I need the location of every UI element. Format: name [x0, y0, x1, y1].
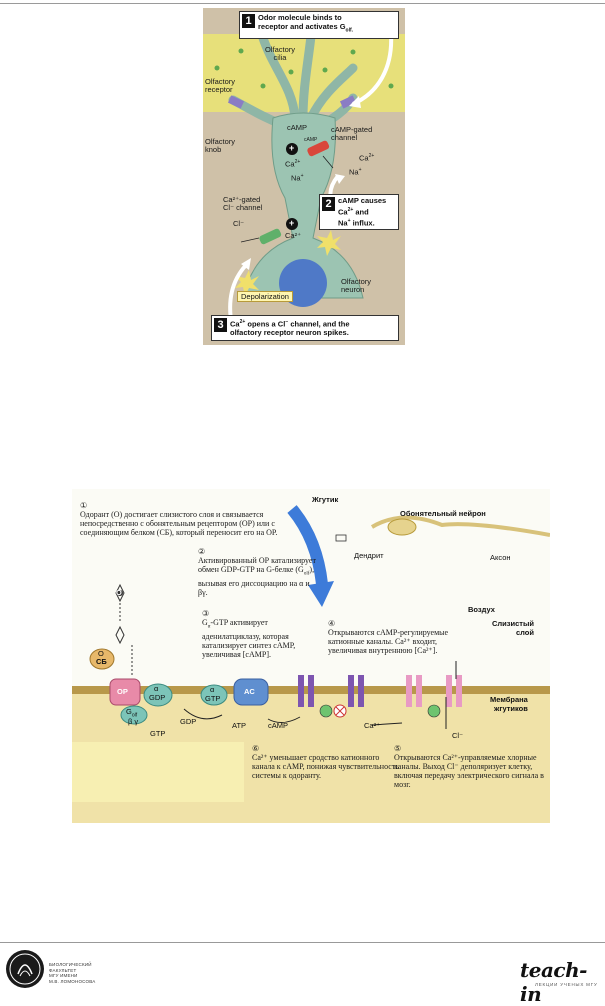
- step-1-block: [80, 501, 290, 537]
- label-olfactory-cilia: Olfactory cilia: [265, 45, 296, 62]
- plus-top: +: [289, 143, 295, 153]
- bottom-step-6-text: Ca²⁺ уменьшает сродство катионного канала к cAMP, понижая чувствительность системы к одоранту.: [252, 753, 399, 780]
- na-mid-text: Na: [291, 173, 301, 183]
- na-mid-sup: +: [300, 173, 304, 179]
- mol-o-top: О: [116, 588, 122, 597]
- step-2-block: [198, 547, 318, 597]
- step-1-number: 1: [242, 14, 255, 28]
- teach-in-logo: teach-in: [520, 958, 587, 1006]
- mol-cl: Cl⁻: [452, 731, 464, 740]
- plus-bottom: +: [289, 218, 295, 228]
- bottom-step-4-text: Открываются cAMP-регулируемые катионные каналы. Ca²⁺ входит, увеличивая внутреннюю [Ca²⁺].: [328, 628, 449, 655]
- na-right-sup: +: [358, 167, 362, 173]
- step-3-b: opens a Cl: [245, 319, 286, 329]
- label-olfactory-knob: Olfactory knob: [205, 137, 236, 154]
- olfactory-cell-figure: [203, 8, 405, 345]
- label-ca-low: Ca²⁺: [285, 231, 302, 240]
- mol-gdp: GDP: [149, 693, 166, 702]
- bottom-step-2-text-a: Активированный ОР катализирует обмен GDP-GTP на G-белке (G: [198, 556, 316, 574]
- bottom-step-5-number: ⑤: [394, 744, 402, 753]
- step-3-number: 3: [214, 318, 227, 332]
- ca-right-sup: 2+: [368, 153, 375, 159]
- transduction-cascade-figure: [72, 489, 550, 823]
- step-5-block: [394, 744, 544, 789]
- university-logo-icon: [6, 950, 44, 988]
- label-cl: Cl⁻: [233, 219, 245, 228]
- footer-rule: [0, 942, 605, 943]
- bottom-step-1-number: ①: [80, 501, 88, 510]
- label-olfactory-receptor: Olfactory receptor: [205, 77, 236, 94]
- label-camp: cAMP: [287, 123, 308, 132]
- label-ca-right: [359, 152, 374, 163]
- teach-in-subtitle: ЛЕКЦИИ УЧЕНЫХ МГУ: [535, 982, 598, 987]
- bottom-step-3-number: ③: [202, 609, 210, 618]
- mol-gtp: GTP: [150, 729, 166, 738]
- mol-beta-gamma: β γ: [128, 717, 139, 726]
- label-zhgutik: Жгутик: [312, 495, 339, 504]
- bottom-step-3-text-a: G: [202, 618, 208, 627]
- blank-caption-area: [72, 742, 244, 802]
- bottom-step-2-sub: olf: [303, 571, 310, 577]
- step-3-a: Ca: [230, 319, 240, 329]
- bottom-step-1-text: Одорант (О) достигает слизистого слоя и связывается непосредственно с обонятельным рецептором (ОР) или с соединяющим белком (СБ), который переносит его на ОР.: [80, 510, 278, 537]
- bottom-step-5-text: Открываются Ca²⁺-управляемые хлорные каналы. Выход Cl⁻ деполяризует клетку, включая передачу электрического сигнала в мозг.: [394, 753, 544, 789]
- bottom-step-6-number: ⑥: [252, 744, 260, 753]
- mol-gtp-2: GTP: [205, 694, 221, 703]
- golf-text: G: [126, 707, 132, 716]
- label-camp-small: cAMP: [304, 137, 318, 143]
- ca-mid-text: Ca: [285, 159, 295, 169]
- step-2-line2: Ca: [338, 207, 348, 216]
- mol-alpha-2: α: [210, 685, 215, 694]
- step-2-line3-rest: influx.: [350, 218, 375, 227]
- bottom-step-4-number: ④: [328, 619, 336, 628]
- step-3-line2: olfactory receptor neuron spikes.: [230, 328, 349, 337]
- na-right-text: Na: [349, 167, 359, 177]
- cl-channel-shape: [258, 228, 282, 245]
- step-2-box: [319, 194, 399, 230]
- step-6-block: [252, 744, 402, 780]
- label-dendrite: Дендрит: [354, 551, 384, 560]
- label-olfactory-neuron: Olfactory neuron: [341, 277, 372, 294]
- bottom-step-3-text-b: -GTP активирует аденилатциклазу, которая катализирует синтез cAMP, увеличивая [cAMP].: [202, 618, 296, 659]
- step-2-number: 2: [322, 197, 335, 211]
- bottom-step-2-number: ②: [198, 547, 206, 556]
- step-3-block: [202, 609, 312, 659]
- step-1-box: [239, 11, 399, 39]
- step-2-line1: cAMP causes: [338, 196, 387, 205]
- bottom-step-3-sub: α: [207, 624, 211, 630]
- mol-or: ОР: [117, 687, 128, 696]
- step-1-text-a: Odor molecule binds to: [258, 13, 342, 22]
- faculty-name: БИОЛОГИЧЕСКИЙ ФАКУЛЬТЕТ МГУ ИМЕНИ М.В. ЛОМОНОСОВА: [49, 962, 96, 984]
- step-2-line3: Na: [338, 218, 348, 227]
- label-ca-mid: [285, 158, 300, 169]
- step-1-text-b: receptor and activates G: [258, 21, 346, 31]
- step-2-sup: 2+: [347, 206, 354, 213]
- label-neuron: Обонятельный нейрон: [400, 509, 486, 518]
- top-rule: [0, 3, 605, 4]
- step-2-line2-rest: and: [353, 207, 369, 216]
- bottom-step-2-text-b: ), вызывая его диссоциацию на α и βγ.: [198, 565, 315, 597]
- label-ca-gated-channel: Ca²⁺-gated Cl⁻ channel: [223, 195, 263, 212]
- mol-ca: Ca²⁺: [364, 721, 381, 730]
- golf-sub: olf: [131, 712, 138, 719]
- label-mucus: Слизистый слой: [492, 619, 534, 637]
- mol-atp: ATP: [232, 721, 247, 730]
- mol-o: О: [98, 649, 104, 658]
- label-membrane: Мембрана жгутиков: [490, 695, 528, 713]
- olfactory-cell-drawing: [203, 8, 405, 345]
- step-3-c: channel, and the: [288, 319, 350, 329]
- label-axon: Аксон: [490, 553, 511, 562]
- mol-ac: AC: [244, 687, 255, 696]
- label-camp-gated-channel: cAMP-gated channel: [331, 125, 373, 142]
- step-3-sup: 2+: [239, 319, 246, 325]
- logo-drawing: [6, 950, 44, 988]
- step-3-sup2: −: [285, 319, 289, 325]
- label-na-right: [349, 166, 362, 177]
- ca-mid-sup: 2+: [294, 159, 301, 165]
- step-3-box: [211, 315, 399, 341]
- neuron-soma: [388, 519, 416, 535]
- step-1-sub: olf.: [345, 27, 354, 33]
- step-2-sup2: +: [347, 217, 351, 224]
- label-depolarization: Depolarization: [237, 291, 293, 302]
- mol-gdp-2: GDP: [180, 717, 197, 726]
- step-4-block: [328, 619, 468, 655]
- mol-camp: cAMP: [268, 721, 289, 730]
- label-air: Воздух: [468, 605, 495, 614]
- mol-sb: СБ: [96, 657, 107, 666]
- ca-right-text: Ca: [359, 153, 369, 163]
- label-na-mid: [291, 172, 304, 183]
- mol-alpha: α: [154, 684, 159, 693]
